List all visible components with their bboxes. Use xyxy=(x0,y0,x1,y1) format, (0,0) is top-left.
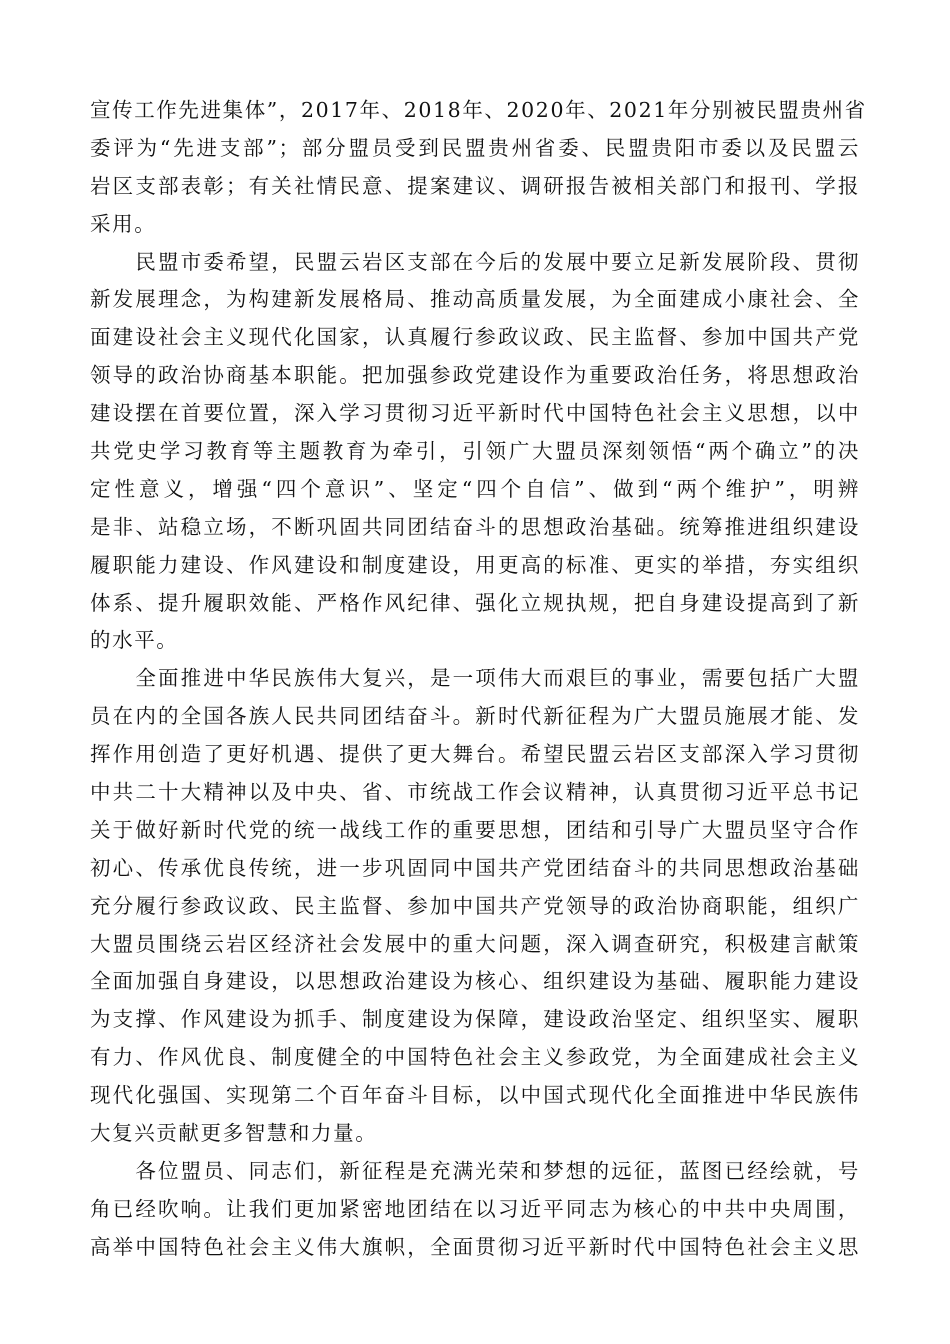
text-line: 高举中国特色社会主义伟大旗帜，全面贯彻习近平新时代中国特色社会主义思 xyxy=(90,1234,860,1259)
body-text xyxy=(90,92,867,1267)
text-line: 各位盟员、同志们，新征程是充满光荣和梦想的远征，蓝图已经绘就，号 xyxy=(90,1158,860,1183)
text-line: 角已经吹响。让我们更加紧密地团结在以习近平同志为核心的中共中央周围， xyxy=(90,1196,860,1221)
text-line: 宣传工作先进集体”，2017年、2018年、2020年、2021年分别被民盟贵州省 xyxy=(90,98,867,122)
text-line: 为支撑、作风建设为抓手、制度建设为保障，建设政治坚定、组织坚实、履职 xyxy=(90,1007,860,1032)
text-line: 关于做好新时代党的统一战线工作的重要思想，团结和引导广大盟员坚守合作 xyxy=(90,817,860,842)
text-line: 中共二十大精神以及中央、省、市统战工作会议精神，认真贯彻习近平总书记 xyxy=(90,780,860,805)
text-line: 全面推进中华民族伟大复兴，是一项伟大而艰巨的事业，需要包括广大盟 xyxy=(90,666,860,691)
text-line: 是非、站稳立场，不断巩固共同团结奋斗的思想政治基础。统筹推进组织建设 xyxy=(90,514,860,539)
text-line: 的水平。 xyxy=(90,628,179,653)
text-line: 共党史学习教育等主题教育为牵引，引领广大盟员深刻领悟“两个确立”的决 xyxy=(90,439,860,464)
text-line: 领导的政治协商基本职能。把加强参政党建设作为重要政治任务，将思想政治 xyxy=(90,363,860,388)
text-line: 新发展理念，为构建新发展格局、推动高质量发展，为全面建成小康社会、全 xyxy=(90,287,860,312)
text-line: 采用。 xyxy=(90,211,157,236)
text-line: 建设摆在首要位置，深入学习贯彻习近平新时代中国特色社会主义思想，以中 xyxy=(90,401,860,426)
text-line: 员在内的全国各族人民共同团结奋斗。新时代新征程为广大盟员施展才能、发 xyxy=(90,704,860,729)
text-line: 岩区支部表彰；有关社情民意、提案建议、调研报告被相关部门和报刊、学报 xyxy=(90,173,860,198)
text-line: 充分履行参政议政、民主监督、参加中国共产党领导的政治协商职能，组织广 xyxy=(90,893,860,918)
text-line: 挥作用创造了更好机遇、提供了更大舞台。希望民盟云岩区支部深入学习贯彻 xyxy=(90,742,860,767)
text-line: 履职能力建设、作风建设和制度建设，用更高的标准、更实的举措，夯实组织 xyxy=(90,552,860,577)
text-line: 定性意义，增强“四个意识”、坚定“四个自信”、做到“两个维护”，明辨 xyxy=(90,476,860,501)
text-line: 全面加强自身建设，以思想政治建设为核心、组织建设为基础、履职能力建设 xyxy=(90,969,860,994)
text-line: 委评为“先进支部”；部分盟员受到民盟贵州省委、民盟贵阳市委以及民盟云 xyxy=(90,135,860,160)
text-line: 民盟市委希望，民盟云岩区支部在今后的发展中要立足新发展阶段、贯彻 xyxy=(90,249,860,274)
text-line: 大盟员围绕云岩区经济社会发展中的重大问题，深入调查研究，积极建言献策 xyxy=(90,931,860,956)
text-line: 初心、传承优良传统，进一步巩固同中国共产党团结奋斗的共同思想政治基础 xyxy=(90,855,860,880)
text-line: 体系、提升履职效能、严格作风纪律、强化立规执规，把自身建设提高到了新 xyxy=(90,590,860,615)
text-line: 大复兴贡献更多智慧和力量。 xyxy=(90,1121,378,1146)
text-line: 有力、作风优良、制度健全的中国特色社会主义参政党，为全面建成社会主义 xyxy=(90,1045,860,1070)
text-line: 现代化强国、实现第二个百年奋斗目标，以中国式现代化全面推进中华民族伟 xyxy=(90,1083,860,1108)
text-line: 面建设社会主义现代化国家，认真履行参政议政、民主监督、参加中国共产党 xyxy=(90,325,860,350)
